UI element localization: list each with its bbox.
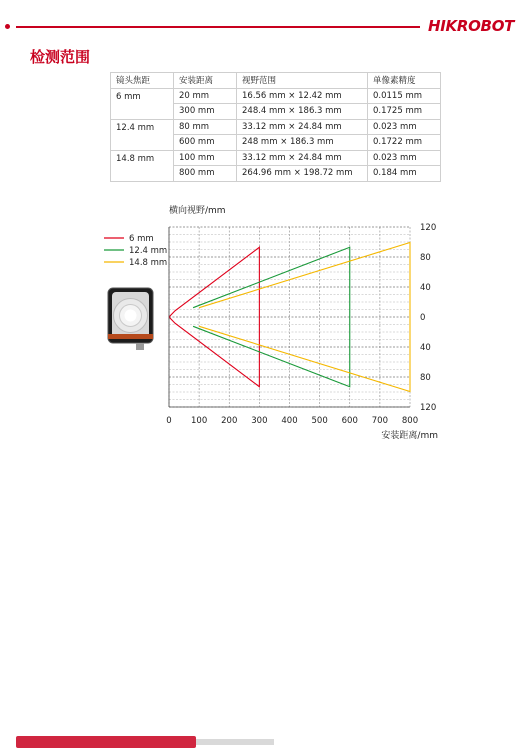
fov-cell: 248 mm × 186.3 mm	[237, 135, 368, 151]
x-tick-label: 100	[191, 416, 208, 426]
table-row	[111, 88, 441, 104]
table-row	[111, 150, 441, 166]
footer-company-bar	[16, 736, 196, 748]
brand-logo: HIKROBOT	[428, 17, 515, 35]
precision-cell: 0.184 mm	[368, 166, 441, 182]
section-title: 检测范围	[30, 48, 91, 66]
fov-cell: 264.96 mm × 198.72 mm	[237, 166, 368, 182]
precision-cell: 0.0115 mm	[368, 88, 441, 104]
distance-cell: 300 mm	[174, 104, 237, 120]
fov-cell: 248.4 mm × 186.3 mm	[237, 104, 368, 120]
header-rule	[16, 26, 420, 28]
y-axis-label: 横向视野/mm	[169, 206, 226, 216]
x-tick-label: 300	[251, 416, 268, 426]
col-header-lens: 镜头焦距	[111, 73, 174, 89]
col-header-distance: 安装距离	[174, 73, 237, 89]
plot-legend	[104, 234, 167, 268]
x-tick-label: 500	[311, 416, 328, 426]
detection-range-table	[110, 72, 441, 182]
distance-cell: 80 mm	[174, 119, 237, 135]
y-tick-label: 0	[420, 313, 426, 323]
x-tick-label: 800	[401, 416, 419, 426]
precision-cell: 0.023 mm	[368, 119, 441, 135]
y-tick-label: 120	[420, 403, 437, 413]
x-axis-label: 安装距离/mm	[381, 431, 438, 441]
lens-cell: 6 mm	[111, 88, 174, 119]
y-tick-label: 80	[420, 373, 431, 383]
y-tick-label: 80	[420, 253, 431, 263]
footer-url-bar	[196, 739, 274, 745]
footer-strip	[0, 728, 530, 746]
x-tick-label: 200	[221, 416, 238, 426]
y-tick-label: 40	[420, 343, 431, 353]
distance-cell: 100 mm	[174, 150, 237, 166]
x-tick-label: 700	[371, 416, 388, 426]
table-row	[111, 119, 441, 135]
precision-cell: 0.023 mm	[368, 150, 441, 166]
legend-label: 6 mm	[129, 234, 154, 244]
fov-cell: 33.12 mm × 24.84 mm	[237, 119, 368, 135]
fov-cell: 33.12 mm × 24.84 mm	[237, 150, 368, 166]
legend-label: 12.4 mm	[129, 246, 168, 256]
plot-axes	[166, 204, 438, 441]
y-tick-label: 120	[420, 223, 437, 233]
y-tick-label: 40	[420, 283, 431, 293]
series-line	[169, 247, 259, 387]
x-tick-label: 400	[281, 416, 298, 426]
legend-label: 14.8 mm	[129, 258, 168, 268]
lens-cell: 14.8 mm	[111, 150, 174, 181]
distance-cell: 20 mm	[174, 88, 237, 104]
camera-illustration	[108, 288, 153, 350]
table-header-row	[111, 73, 441, 89]
x-tick-label: 0	[166, 416, 172, 426]
fov-chart	[100, 195, 450, 445]
precision-cell: 0.1725 mm	[368, 104, 441, 120]
precision-cell: 0.1722 mm	[368, 135, 441, 151]
fov-cell: 16.56 mm × 12.42 mm	[237, 88, 368, 104]
distance-cell: 600 mm	[174, 135, 237, 151]
col-header-fov: 视野范围	[237, 73, 368, 89]
col-header-precision: 单像素精度	[368, 73, 441, 89]
x-tick-label: 600	[341, 416, 358, 426]
distance-cell: 800 mm	[174, 166, 237, 182]
header-bar	[0, 0, 530, 50]
lens-cell: 12.4 mm	[111, 119, 174, 150]
header-dot	[5, 24, 10, 29]
